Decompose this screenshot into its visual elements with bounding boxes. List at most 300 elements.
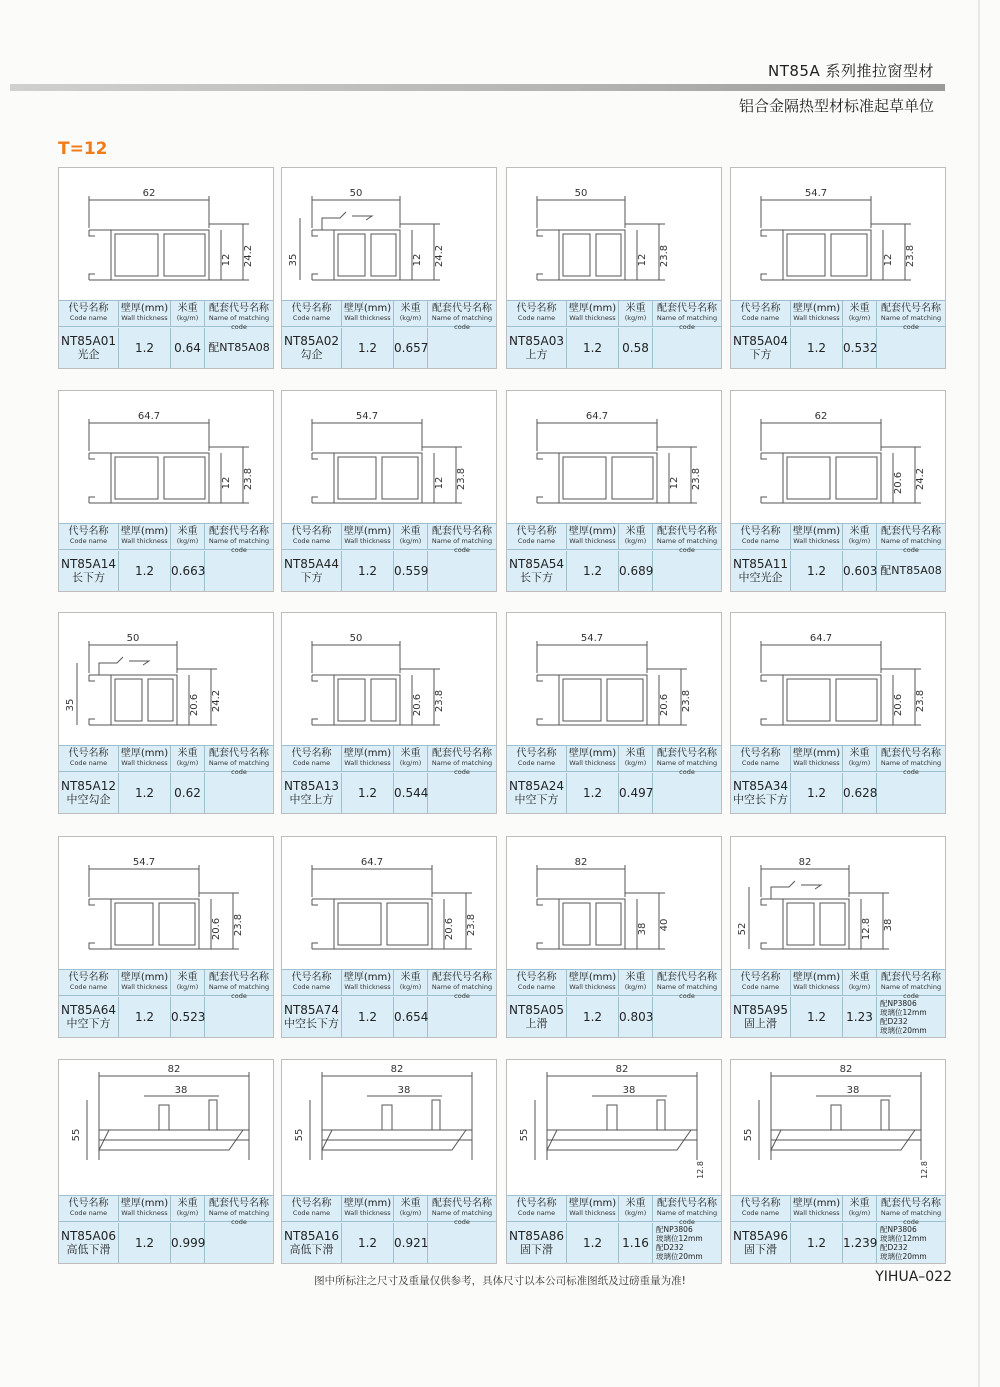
header-wall-thickness [119,970,171,996]
profile-drawing [282,168,496,300]
dimension-height: 23.8 [691,467,702,491]
dimension-width: 64.7 [809,633,833,644]
header-en: Wall thickness [569,1209,616,1217]
header-weight [394,524,428,550]
header-en: Name of matching code [208,983,270,1000]
header-zh: 壁厚(mm) [343,1198,392,1209]
header-zh: 配套代号名称 [209,526,269,537]
header-en: Wall thickness [344,314,391,322]
dimension-inner: 12 [221,476,232,490]
profile-drawing [731,391,945,523]
dimension-inner: 20.6 [189,693,200,717]
header-zh: 配套代号名称 [657,303,717,314]
header-zh: 代号名称 [740,748,781,759]
profile-card [506,836,722,1038]
profile-section-diagram [731,391,945,523]
header-zh: 米重 [849,972,870,983]
cell-matching-code [205,551,273,591]
catalog-subtitle: 铝合金隔热型材标准起草单位 [738,97,934,115]
profile-section-diagram [507,613,721,745]
cell-code-name [59,997,119,1037]
dimension-inner: 20.6 [893,693,904,717]
header-zh: 壁厚(mm) [120,526,169,537]
header-zh: 配套代号名称 [657,972,717,983]
page-code: YIHUA–022 [875,1269,952,1285]
matching-line: 配D232 [880,1017,908,1026]
matching-line: 玻璃位20mm [880,1026,927,1035]
header-en: Name of matching code [880,1209,942,1226]
profile-code: NT85A04 [732,334,789,348]
profile-name: 高低下滑 [289,1243,334,1256]
profile-name: 下方 [300,571,323,584]
header-en: Wall thickness [793,314,840,322]
header-en: Wall thickness [569,537,616,545]
header-zh: 代号名称 [291,748,332,759]
header-en: Code name [517,1209,556,1217]
profile-code: NT85A14 [60,557,117,571]
profile-code: NT85A13 [283,779,340,793]
header-zh: 壁厚(mm) [568,972,617,983]
header-zh: 配套代号名称 [657,1198,717,1209]
dimension-width: 50 [349,188,363,199]
header-zh: 配套代号名称 [432,303,492,314]
dimension-inner: 20.6 [211,917,222,941]
dimension-height: 55 [743,1128,754,1142]
profile-body [783,675,881,725]
profile-name: 固上滑 [744,1017,777,1030]
header-weight [843,970,877,996]
header-en: Name of matching code [656,537,718,554]
profile-card [58,167,274,369]
header-zh: 米重 [849,303,870,314]
spec-table [282,300,496,368]
cell-matching-code [428,328,496,368]
cell-code-name [59,328,119,368]
header-code-name [282,301,342,327]
spec-table [282,1195,496,1263]
cell-weight: 0.654 [394,997,428,1037]
header-zh: 米重 [400,1198,421,1209]
header-wall-thickness [119,524,171,550]
header-en: (kg/m) [176,983,199,991]
profile-code: NT85A86 [508,1229,565,1243]
profile-section-diagram [507,168,721,300]
header-code-name [507,1196,567,1222]
header-en: Wall thickness [793,759,840,767]
header-en: (kg/m) [848,983,871,991]
header-en: Wall thickness [121,314,168,322]
header-en: (kg/m) [848,759,871,767]
header-wall-thickness [342,970,394,996]
header-zh: 配套代号名称 [881,1198,941,1209]
profile-code: NT85A24 [508,779,565,793]
dimension-height: 55 [519,1128,530,1142]
matching-line: 玻璃位20mm [880,1252,927,1261]
cell-code-name [507,551,567,591]
header-zh: 壁厚(mm) [792,972,841,983]
header-zh: 壁厚(mm) [792,748,841,759]
cell-weight: 0.628 [843,773,877,813]
profile-section-diagram [59,613,273,745]
header-weight [171,301,205,327]
header-zh: 壁厚(mm) [792,526,841,537]
profile-code: NT85A05 [508,1003,565,1017]
header-matching-code [428,524,496,554]
profile-drawing [282,837,496,969]
spec-table [507,969,721,1037]
header-zh: 配套代号名称 [432,972,492,983]
header-zh: 壁厚(mm) [120,1198,169,1209]
header-weight [171,970,205,996]
cell-wall-thickness: 1.2 [119,328,171,368]
header-en: Code name [292,759,331,767]
header-en: Code name [741,1209,780,1217]
header-en: Name of matching code [208,314,270,331]
header-en: (kg/m) [624,759,647,767]
profile-card [730,167,946,369]
header-code-name [59,1196,119,1222]
dimension-width: 62 [814,411,828,422]
header-en: Name of matching code [431,759,493,776]
dimension-glass: 12.8 [696,1161,705,1179]
spec-table [282,745,496,813]
cell-wall-thickness: 1.2 [342,997,394,1037]
dimension-height: 23.8 [681,689,692,713]
header-zh: 壁厚(mm) [343,303,392,314]
dimension-height: 23.8 [456,467,467,491]
cell-code-name [507,773,567,813]
header-en: Name of matching code [431,314,493,331]
profile-name: 中空光企 [738,571,783,584]
cell-wall-thickness: 1.2 [791,997,843,1037]
dimension-inner: 20.6 [659,693,670,717]
profile-body [334,675,400,725]
header-en: (kg/m) [176,314,199,322]
header-zh: 代号名称 [291,526,332,537]
header-en: (kg/m) [399,314,422,322]
header-wall-thickness [791,746,843,772]
cell-matching-code [205,1223,273,1263]
header-en: Wall thickness [569,983,616,991]
profile-name: 光企 [77,348,100,361]
profile-body [559,899,625,949]
profile-section-diagram [59,837,273,969]
header-zh: 代号名称 [740,1198,781,1209]
profile-name: 中空长下方 [733,793,788,806]
dimension-inner: 12 [883,253,894,267]
cell-matching-code [205,773,273,813]
header-zh: 米重 [177,526,198,537]
header-zh: 配套代号名称 [209,972,269,983]
header-en: (kg/m) [176,537,199,545]
header-en: Code name [69,1209,108,1217]
header-en: Name of matching code [431,983,493,1000]
cell-wall-thickness: 1.2 [119,1223,171,1263]
cell-matching-code [205,997,273,1037]
dimension-inner: 12 [434,476,445,490]
profile-drawing [59,837,273,969]
header-zh: 米重 [625,526,646,537]
cell-matching-code [428,551,496,591]
profile-body [783,899,849,949]
profile-card [58,390,274,592]
dimension-left: 35 [288,253,299,267]
header-en: Code name [292,1209,331,1217]
profile-name: 中空勾企 [66,793,111,806]
header-wall-thickness [567,524,619,550]
profile-drawing [282,1060,496,1192]
spec-table [731,745,945,813]
header-zh: 壁厚(mm) [568,1198,617,1209]
dimension-width: 50 [349,633,363,644]
header-zh: 代号名称 [516,303,557,314]
cell-matching-code [428,997,496,1037]
header-code-name [282,970,342,996]
header-zh: 配套代号名称 [209,748,269,759]
matching-line: 配D232 [656,1243,684,1252]
header-en: Wall thickness [344,759,391,767]
profile-card [730,836,946,1038]
spec-table [507,523,721,591]
header-en: Code name [292,537,331,545]
cell-matching-code [653,1223,721,1263]
header-code-name [282,746,342,772]
cell-wall-thickness: 1.2 [567,551,619,591]
dimension-height: 38 [883,918,894,932]
header-en: (kg/m) [848,1209,871,1217]
header-en: Code name [741,314,780,322]
cell-weight: 0.64 [171,328,205,368]
spec-table [731,300,945,368]
dimension-inner: 20.6 [444,917,455,941]
profile-body [111,453,209,503]
dimension-width: 64.7 [137,411,161,422]
dimension-inner: 20.6 [893,471,904,495]
header-en: Wall thickness [569,759,616,767]
header-weight [171,746,205,772]
header-en: Name of matching code [880,759,942,776]
header-zh: 壁厚(mm) [568,303,617,314]
header-zh: 米重 [625,748,646,759]
profile-body [559,675,647,725]
profile-body [111,230,209,280]
header-en: (kg/m) [624,1209,647,1217]
header-zh: 配套代号名称 [657,748,717,759]
dimension-width: 82 [390,1064,404,1075]
header-wall-thickness [567,301,619,327]
dimension-height: 24.2 [434,244,445,268]
dimension-height: 23.8 [434,689,445,713]
dimension-width: 82 [574,857,588,868]
profile-body [559,230,625,280]
header-wall-thickness [342,746,394,772]
header-weight [619,970,653,996]
profile-code: NT85A95 [732,1003,789,1017]
header-en: (kg/m) [176,1209,199,1217]
profile-drawing [59,391,273,523]
profile-drawing [507,1060,721,1192]
profile-card [730,390,946,592]
header-code-name [731,1196,791,1222]
dimension-inner: 38 [622,1085,636,1096]
cell-matching-code [653,997,721,1037]
header-code-name [507,746,567,772]
dimension-inner: 12 [221,253,232,267]
header-zh: 代号名称 [68,748,109,759]
header-code-name [731,524,791,550]
profile-name: 勾企 [300,348,323,361]
profile-body [111,675,177,725]
header-zh: 代号名称 [740,972,781,983]
header-weight [619,746,653,772]
cell-matching-code [428,773,496,813]
header-en: (kg/m) [848,314,871,322]
profile-section-diagram [507,391,721,523]
header-zh: 米重 [625,1198,646,1209]
header-en: (kg/m) [399,983,422,991]
cell-matching-code: 配NT85A08 [880,564,942,577]
dimension-width: 54.7 [355,411,379,422]
header-zh: 米重 [400,748,421,759]
header-en: Name of matching code [880,983,942,1000]
header-code-name [507,970,567,996]
dimension-height: 23.8 [915,689,926,713]
profile-name: 上滑 [525,1017,548,1030]
header-matching-code [205,970,273,1000]
cell-weight: 0.58 [619,328,653,368]
profile-section-diagram [731,613,945,745]
cell-matching-code [653,773,721,813]
header-weight [843,1196,877,1222]
header-code-name [282,1196,342,1222]
header-weight [619,301,653,327]
header-en: Code name [741,759,780,767]
header-en: (kg/m) [176,759,199,767]
profile-body [334,453,422,503]
header-zh: 代号名称 [516,526,557,537]
dimension-height: 24.2 [243,244,254,268]
header-zh: 壁厚(mm) [792,303,841,314]
header-zh: 米重 [177,748,198,759]
matching-line: 配NP3806 [656,1225,693,1234]
header-en: (kg/m) [399,537,422,545]
header-zh: 壁厚(mm) [568,526,617,537]
dimension-height: 40 [659,918,670,932]
spec-table [731,969,945,1037]
profile-name: 中空长下方 [284,1017,339,1030]
cell-wall-thickness: 1.2 [119,551,171,591]
header-weight [394,301,428,327]
header-en: (kg/m) [624,983,647,991]
header-zh: 米重 [400,303,421,314]
header-wall-thickness [119,746,171,772]
header-en: Wall thickness [793,1209,840,1217]
spec-table [59,523,273,591]
profile-body [334,899,432,949]
header-en: Wall thickness [121,983,168,991]
header-en: Code name [517,537,556,545]
cell-weight: 0.62 [171,773,205,813]
header-zh: 配套代号名称 [881,972,941,983]
profile-body [334,230,400,280]
header-en: Code name [517,759,556,767]
cell-weight: 0.921 [394,1223,428,1263]
header-matching-code [653,746,721,776]
profile-name: 高低下滑 [66,1243,111,1256]
header-zh: 配套代号名称 [432,748,492,759]
profile-code: NT85A11 [732,557,789,571]
header-wall-thickness [791,301,843,327]
header-en: Name of matching code [880,314,942,331]
profile-drawing [59,168,273,300]
profile-section-diagram [507,1060,721,1192]
header-matching-code [653,1196,721,1226]
dimension-width: 82 [839,1064,853,1075]
spec-table [507,300,721,368]
profile-card [506,390,722,592]
cell-weight: 1.23 [843,997,877,1037]
profile-name: 下方 [749,348,772,361]
profile-section-diagram [282,391,496,523]
header-divider [10,84,945,91]
header-en: Name of matching code [656,759,718,776]
header-zh: 代号名称 [68,303,109,314]
cell-matching-code [653,328,721,368]
cell-wall-thickness: 1.2 [119,997,171,1037]
header-en: Name of matching code [656,1209,718,1226]
cell-wall-thickness: 1.2 [791,328,843,368]
header-en: Code name [741,537,780,545]
header-en: Name of matching code [208,1209,270,1226]
header-zh: 壁厚(mm) [120,972,169,983]
header-zh: 代号名称 [68,972,109,983]
cell-wall-thickness: 1.2 [567,1223,619,1263]
header-en: Code name [69,537,108,545]
dimension-width: 82 [167,1064,181,1075]
dimension-width: 50 [574,188,588,199]
dimension-inner: 38 [637,922,648,936]
profile-card [281,167,497,369]
profile-card [281,836,497,1038]
header-en: Name of matching code [880,537,942,554]
header-code-name [507,524,567,550]
header-matching-code [653,524,721,554]
profile-card [58,612,274,814]
header-zh: 代号名称 [291,972,332,983]
header-zh: 壁厚(mm) [568,748,617,759]
header-weight [843,746,877,772]
header-en: Code name [69,983,108,991]
header-matching-code [428,1196,496,1226]
header-code-name [59,746,119,772]
header-zh: 代号名称 [516,1198,557,1209]
profile-drawing [59,1060,273,1192]
header-en: Code name [741,983,780,991]
profile-drawing [731,1060,945,1192]
spec-table [59,969,273,1037]
profile-drawing [731,168,945,300]
dimension-height: 24.2 [915,467,926,491]
profile-section-diagram [282,613,496,745]
cell-weight: 0.689 [619,551,653,591]
header-en: Name of matching code [208,759,270,776]
header-zh: 米重 [849,748,870,759]
header-code-name [731,970,791,996]
header-matching-code [877,970,945,1000]
header-en: Wall thickness [121,1209,168,1217]
header-weight [171,1196,205,1222]
header-weight [619,524,653,550]
